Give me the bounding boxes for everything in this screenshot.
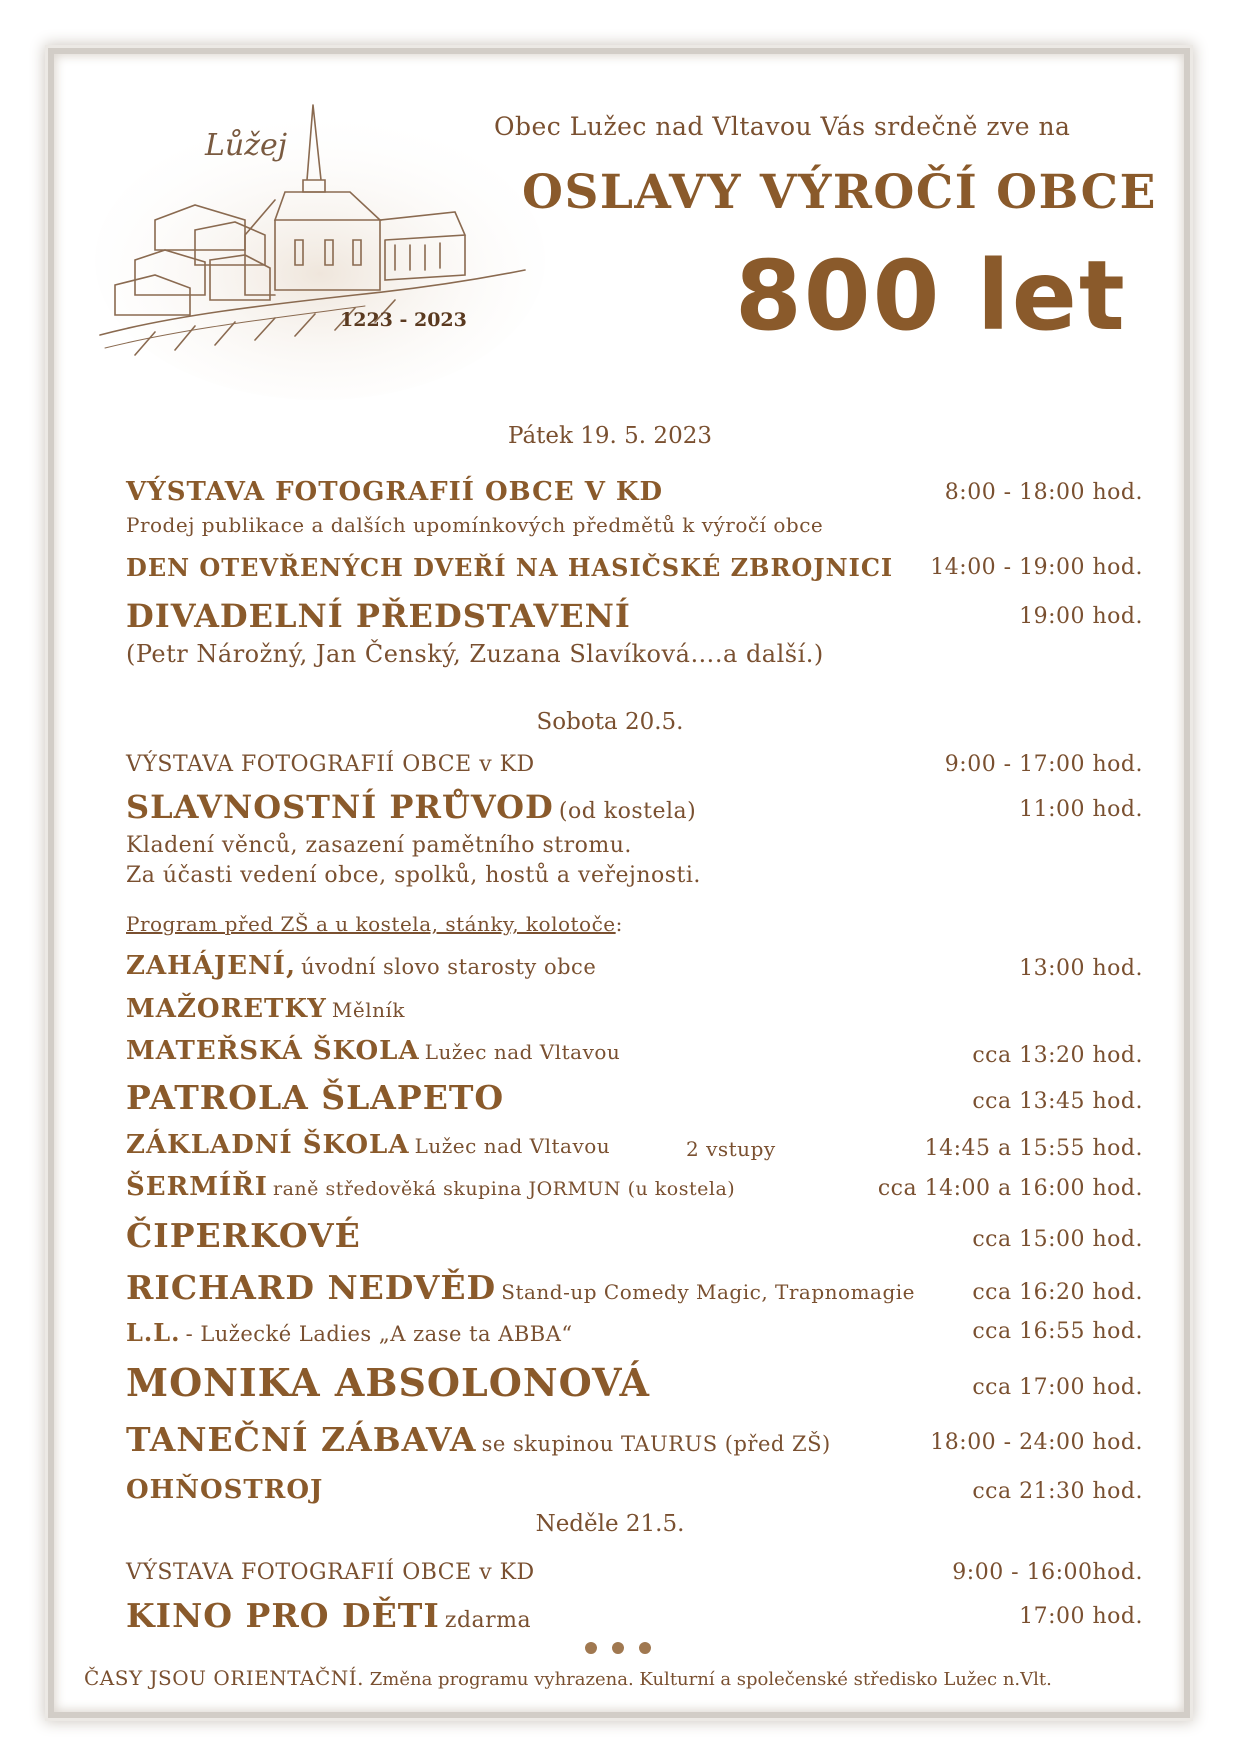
program-item — [126, 1036, 620, 1066]
item-sub: - Lužecké Ladies „A zase ta ABBA“ — [185, 1322, 573, 1346]
item-time: cca 21:30 hod. — [972, 1479, 1143, 1504]
invite-text: Obec Lužec nad Vltavou Vás srdečně zve na — [494, 112, 1071, 141]
day-sunday: Neděle 21.5. — [535, 1511, 685, 1537]
event-title: DEN OTEVŘENÝCH DVEŘÍ NA HASIČSKÉ ZBROJNICI — [126, 553, 894, 582]
item-sub: Stand-up Comedy Magic, Trapnomagie — [501, 1280, 916, 1304]
item-title: MAŽORETKY — [126, 994, 327, 1024]
program-item — [126, 1420, 831, 1459]
program-item — [126, 1596, 531, 1635]
item-time: 13:00 hod. — [1019, 956, 1143, 981]
village-church-sketch — [95, 100, 545, 400]
footer-caps: ČASY JSOU ORIENTAČNÍ. — [84, 1666, 365, 1690]
program-item — [126, 1216, 361, 1255]
parade-row — [126, 788, 696, 826]
item-time: cca 15:00 hod. — [972, 1227, 1143, 1252]
item-time: cca 16:55 hod. — [972, 1319, 1143, 1344]
item-time: cca 16:20 hod. — [972, 1280, 1143, 1305]
program-item — [126, 1130, 610, 1160]
item-sub: se skupinou TAURUS (před ZŠ) — [481, 1432, 831, 1456]
item-title: L.L. — [126, 1318, 181, 1347]
logo-years: 1223 - 2023 — [340, 309, 467, 331]
item-title: KINO PRO DĚTI — [126, 1596, 440, 1635]
decorative-dots — [583, 1640, 653, 1656]
item-time: cca 13:20 hod. — [972, 1043, 1143, 1068]
program-item — [126, 951, 596, 981]
item-sub: Lužec nad Vltavou — [424, 1040, 621, 1064]
footer-rest: Změna programu vyhrazena. Kulturní a společenské středisko Lužec n.Vlt. — [364, 1669, 1052, 1690]
program-heading-text: Program před ZŠ a u kostela, stánky, kolotoče — [126, 912, 616, 936]
event-note: (Petr Nárožný, Jan Čenský, Zuzana Slavíková….a další.) — [126, 640, 824, 668]
years-big: 800 let — [735, 240, 1127, 352]
event-time: 9:00 - 16:00hod. — [952, 1560, 1143, 1585]
event-time: 9:00 - 17:00 hod. — [944, 752, 1143, 777]
item-title: RICHARD NEDVĚD — [126, 1268, 497, 1307]
day-friday: Pátek 19. 5. 2023 — [508, 423, 712, 449]
program-heading — [126, 912, 623, 936]
program-heading-colon: : — [615, 912, 623, 936]
event-title: VÝSTAVA FOTOGRAFIÍ OBCE V KD — [126, 477, 664, 507]
program-item — [126, 1360, 650, 1405]
item-title: ZÁKLADNÍ ŠKOLA — [126, 1130, 410, 1160]
event-note: Prodej publikace a dalších upomínkových předmětů k výročí obce — [126, 513, 824, 537]
event-time: 19:00 hod. — [1019, 604, 1143, 629]
item-title: MONIKA ABSOLONOVÁ — [126, 1360, 651, 1405]
program-item — [126, 1318, 573, 1347]
event-time: 8:00 - 18:00 hod. — [944, 480, 1143, 505]
item-sub: zdarma — [444, 1608, 532, 1633]
item-time: 14:45 a 15:55 hod. — [924, 1136, 1143, 1161]
footer — [84, 1666, 1052, 1690]
item-sub: Lužec nad Vltavou — [414, 1134, 611, 1158]
item-time: cca 17:00 hod. — [972, 1375, 1143, 1400]
day-saturday: Sobota 20.5. — [536, 709, 684, 735]
event-time: 14:00 - 19:00 hod. — [930, 555, 1143, 580]
item-extra: 2 vstupy — [686, 1137, 776, 1161]
main-title: OSLAVY VÝROČÍ OBCE — [522, 165, 1157, 220]
event-time: 11:00 hod. — [1019, 797, 1143, 822]
item-title: OHŇOSTROJ — [126, 1475, 324, 1505]
event-time: 17:00 hod. — [1019, 1604, 1143, 1629]
item-time: 18:00 - 24:00 hod. — [930, 1430, 1143, 1455]
item-title: PATROLA ŠLAPETO — [126, 1078, 505, 1117]
item-title: MATEŘSKÁ ŠKOLA — [126, 1036, 420, 1066]
event-title: DIVADELNÍ PŘEDSTAVENÍ — [126, 597, 631, 635]
item-sub: úvodní slovo starosty obce — [301, 955, 597, 979]
program-item — [126, 994, 405, 1024]
program-item — [126, 1078, 504, 1117]
item-time: cca 14:00 a 16:00 hod. — [877, 1176, 1143, 1201]
program-item — [126, 1172, 735, 1202]
item-time: cca 13:45 hod. — [972, 1089, 1143, 1114]
event-sub: (od kostela) — [558, 799, 697, 824]
logo-script: Lůžej — [205, 128, 288, 163]
item-title: TANEČNÍ ZÁBAVA — [126, 1420, 477, 1459]
item-title: ZAHÁJENÍ, — [126, 951, 296, 981]
event-title: SLAVNOSTNÍ PRŮVOD — [126, 788, 554, 826]
item-title: ČIPERKOVÉ — [126, 1216, 361, 1255]
item-title: ŠERMÍŘI — [126, 1172, 268, 1202]
item-sub: Mělník — [331, 998, 406, 1022]
event-note: Za účasti vedení obce, spolků, hostů a veřejnosti. — [126, 863, 701, 888]
program-item — [126, 1268, 915, 1307]
event-note: Kladení věnců, zasazení pamětního stromu. — [126, 833, 632, 858]
item-sub: raně středověká skupina JORMUN (u kostela) — [273, 1178, 736, 1200]
event-title: VÝSTAVA FOTOGRAFIÍ OBCE v KD — [126, 752, 535, 777]
event-title: VÝSTAVA FOTOGRAFIÍ OBCE v KD — [126, 1560, 535, 1585]
program-item — [126, 1475, 323, 1505]
